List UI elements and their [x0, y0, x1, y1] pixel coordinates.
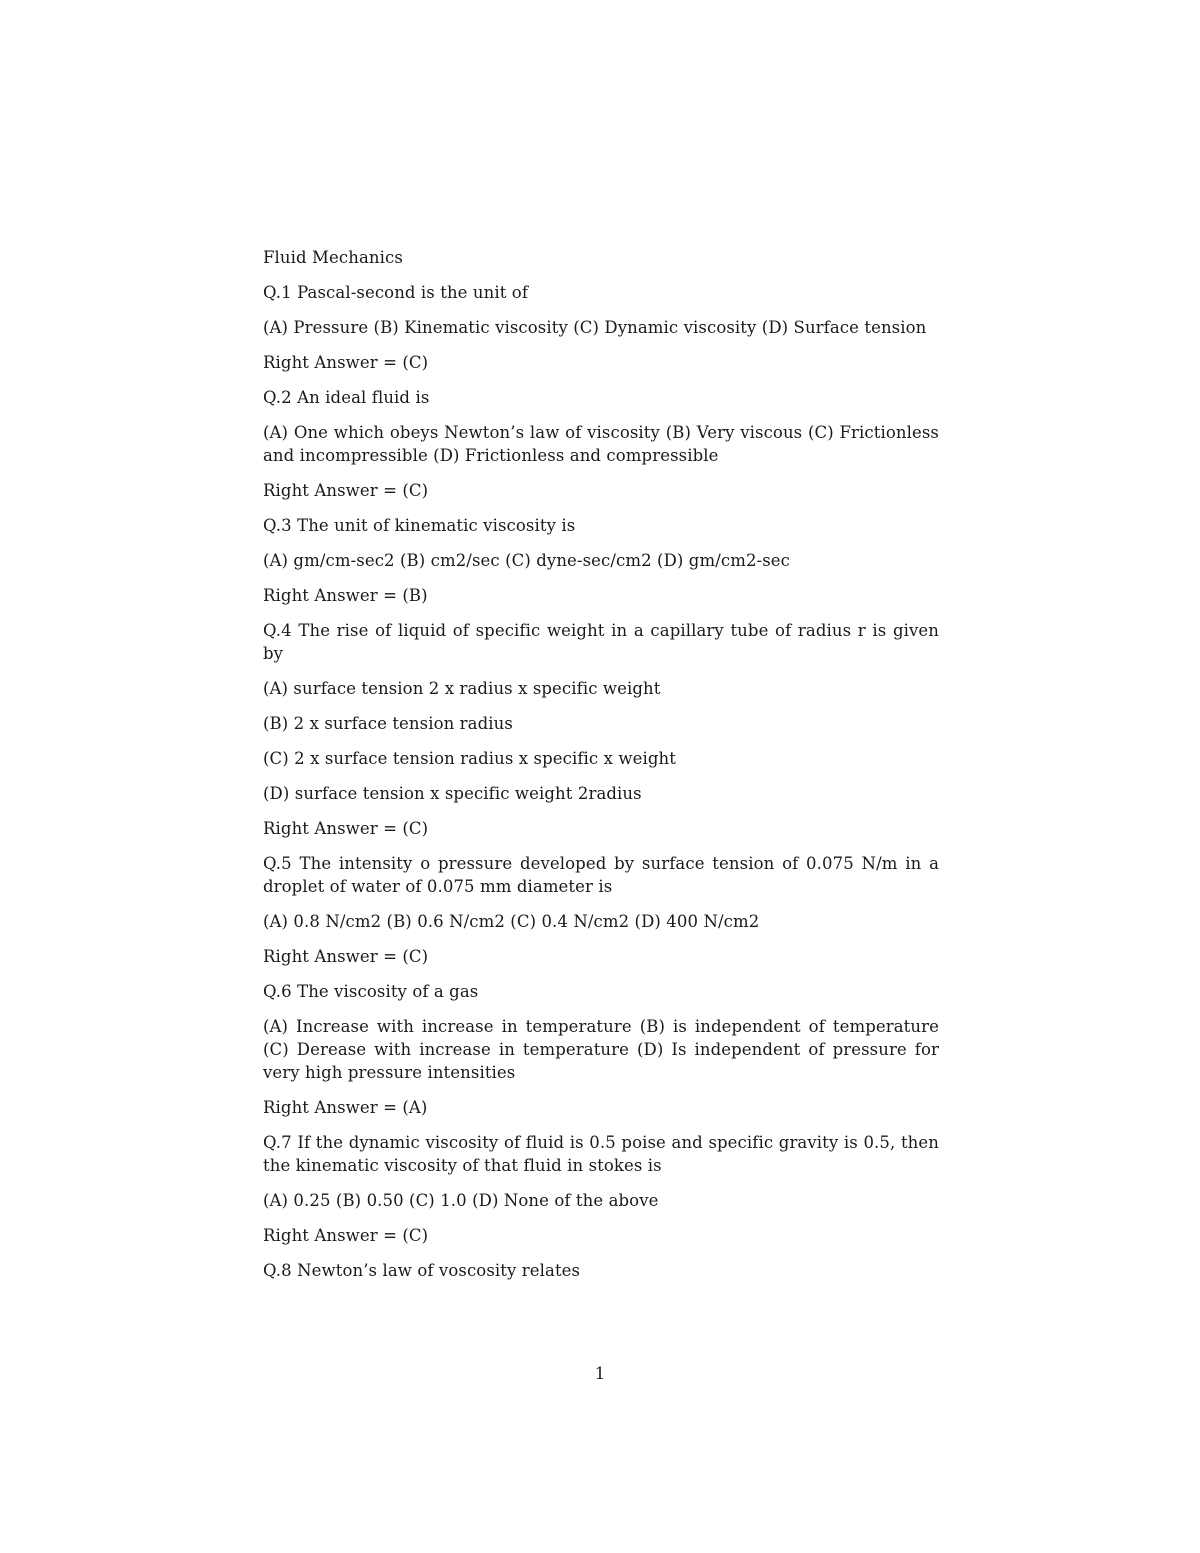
question-4-answer: Right Answer = (C) — [263, 819, 429, 838]
question-8: Q.8 Newton’s law of voscosity relates — [263, 1261, 581, 1280]
question-1-options: (A) Pressure (B) Kinematic viscosity (C) Dynamic viscosity (D) Surface tension — [263, 318, 927, 337]
question-7-options: (A) 0.25 (B) 0.50 (C) 1.0 (D) None of the above — [263, 1191, 659, 1210]
question-4-option-b: (B) 2 x surface tension radius — [263, 714, 513, 733]
question-6-answer: Right Answer = (A) — [263, 1098, 428, 1117]
question-7: Q.7 If the dynamic viscosity of fluid is 0.5 poise and specific gravity is 0.5, then the kinematic viscosity of that fluid in stokes is — [263, 1133, 939, 1175]
question-1: Q.1 Pascal-second is the unit of — [263, 283, 529, 302]
question-4-option-a: (A) surface tension 2 x radius x specific weight — [263, 679, 661, 698]
document-title: Fluid Mechanics — [263, 248, 403, 267]
question-2: Q.2 An ideal fluid is — [263, 388, 430, 407]
page-number: 1 — [594, 1364, 606, 1383]
question-5-options: (A) 0.8 N/cm2 (B) 0.6 N/cm2 (C) 0.4 N/cm2 (D) 400 N/cm2 — [263, 912, 760, 931]
question-7-answer: Right Answer = (C) — [263, 1226, 429, 1245]
question-6: Q.6 The viscosity of a gas — [263, 982, 479, 1001]
question-6-options: (A) Increase with increase in temperature (B) is independent of temperature (C) Derease with increase in temperature (D) Is independent of pressure for very high pressure intensities — [263, 1017, 939, 1082]
question-5-answer: Right Answer = (C) — [263, 947, 429, 966]
question-1-answer: Right Answer = (C) — [263, 353, 429, 372]
question-5: Q.5 The intensity o pressure developed by surface tension of 0.075 N/m in a droplet of water of 0.075 mm diameter is — [263, 854, 939, 896]
document-body — [263, 246, 939, 1294]
question-4-option-c: (C) 2 x surface tension radius x specific x weight — [263, 749, 676, 768]
question-3: Q.3 The unit of kinematic viscosity is — [263, 516, 576, 535]
question-2-answer: Right Answer = (C) — [263, 481, 429, 500]
question-3-options: (A) gm/cm-sec2 (B) cm2/sec (C) dyne-sec/cm2 (D) gm/cm2-sec — [263, 551, 790, 570]
question-3-answer: Right Answer = (B) — [263, 586, 428, 605]
question-4: Q.4 The rise of liquid of specific weight in a capillary tube of radius r is given by — [263, 621, 939, 663]
question-4-option-d: (D) surface tension x specific weight 2radius — [263, 784, 642, 803]
question-2-options: (A) One which obeys Newton’s law of viscosity (B) Very viscous (C) Frictionless and incompressible (D) Frictionless and compressible — [263, 423, 939, 465]
